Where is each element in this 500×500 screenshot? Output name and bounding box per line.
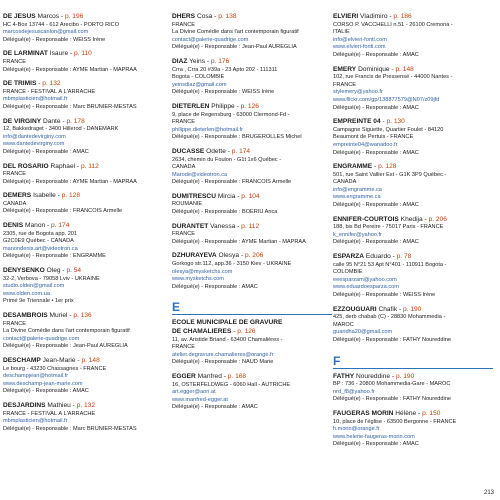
entry-link[interactable]: www.flickr.com/gp/138877579@N07/z09jfd xyxy=(333,96,440,103)
entry-name-line: DE JESUS Marcos - p. 196 xyxy=(3,13,84,20)
entry-name-line: EGGER Manfred - p. 168 xyxy=(172,372,247,380)
entry-link[interactable]: www.elvieri-fonti.com xyxy=(333,44,386,51)
directory-entry xyxy=(3,163,171,187)
entry-page-ref: p. 110 xyxy=(73,50,92,58)
entry-first-name: Manfred xyxy=(197,372,222,380)
entry-detail-line: Délégué(e) - Responsable : AMAC xyxy=(333,149,419,156)
entry-first-name: Khedija xyxy=(400,215,423,223)
entry-page-ref: p. 112 xyxy=(241,222,259,230)
entry-name-line: DENIS Manon - p. 174 xyxy=(3,222,70,230)
column-1 xyxy=(3,13,171,439)
entry-link[interactable]: nrd_f8@yahoo.fr xyxy=(333,388,375,395)
entry-name-line: FATHY Noureddine - p. 190 xyxy=(333,372,415,380)
entry-detail-line: 10, place de l'église - 63500 Bergonne - FRANCE xyxy=(333,418,457,425)
entry-name-line: EZZOUGUARI Chafik - p. 190 xyxy=(333,305,422,313)
entry-link[interactable]: art.egger@aon.at xyxy=(172,389,216,396)
entry-page-ref: p. 206 xyxy=(428,215,447,223)
directory-entry xyxy=(3,267,171,306)
entry-detail-line: Délégué(e) - Responsable : AMAC xyxy=(3,148,89,155)
entry-detail-line: Beaumont de Pertuis - FRANCE xyxy=(333,134,414,141)
entry-link[interactable]: www.engramme.ca xyxy=(333,194,381,201)
directory-entry xyxy=(333,216,498,247)
entry-first-name: Philippe xyxy=(211,102,235,110)
entry-detail-line: ROUMANIE xyxy=(172,201,203,208)
entry-detail-line: Gorkogo str.112, app.36 - 3150 Kiev - UKRAINE xyxy=(172,261,292,268)
entry-page-ref: p. 190 xyxy=(395,372,415,380)
entry-detail-line: Délégué(e) - Responsable : Marc BRUNIER-MESTAS xyxy=(3,103,137,110)
entry-detail-line: FRANCE xyxy=(3,320,26,327)
section-divider xyxy=(333,368,493,369)
entry-surname: EZZOUGUARI xyxy=(333,305,377,313)
directory-entry xyxy=(333,253,498,300)
column-2 xyxy=(172,13,340,418)
entry-detail-line: Délégué(e) - Responsable : WEISS Irène xyxy=(3,36,106,43)
section-letter-heading: E xyxy=(172,300,181,315)
entry-surname: EGGER xyxy=(172,372,196,380)
entry-detail-line: Délégué(e) - Responsable : AMAC xyxy=(172,283,258,290)
entry-link[interactable]: www.mysketchs.com xyxy=(172,276,224,283)
entry-detail-line: Délégué(e) - Responsable : AMAC xyxy=(333,51,419,58)
entry-first-name: Jean-Marie xyxy=(42,356,76,364)
entry-detail-line: 11, av. Aristide Briand - 63400 Chamalières - xyxy=(172,336,283,343)
entry-page-ref: p. 78 xyxy=(396,253,412,261)
entry-surname: DESCHAMP xyxy=(3,356,41,364)
entry-name-line: DE TRIMIS - p. 132 xyxy=(3,80,61,88)
directory-entry xyxy=(333,410,498,449)
entry-surname: DE TRIMIS xyxy=(3,80,37,88)
directory-entry xyxy=(3,118,171,157)
entry-link[interactable]: deschampjean@hotmail.fr xyxy=(3,373,69,380)
entry-detail-line: CANADA xyxy=(172,164,196,171)
entry-page-ref: p. 178 xyxy=(66,117,85,125)
entry-surname: DESAMBROIS xyxy=(3,312,48,319)
entry-link[interactable]: olesya@mysketchs.com xyxy=(172,268,233,275)
entry-detail-line: Primé 9e Triennale • 1er prix xyxy=(3,298,74,305)
directory-entry xyxy=(172,148,340,187)
entry-detail-line: FRANCE xyxy=(333,81,356,88)
entry-detail-line: 2305, rue de Bogota app. 201 xyxy=(3,230,78,237)
entry-first-name: Eduardo xyxy=(365,253,391,261)
entry-page-ref: p. 126 xyxy=(237,328,256,335)
directory-entry xyxy=(333,66,498,113)
entry-page-ref: p. 132 xyxy=(76,401,96,409)
directory-entry xyxy=(3,222,171,261)
entry-name-line: ESPARZA Eduardo - p. 78 xyxy=(333,253,412,261)
entry-first-name: Dominique xyxy=(358,65,390,73)
directory-entry xyxy=(333,373,498,404)
entry-first-name: Chafik xyxy=(378,305,398,313)
entry-first-name: Mircia xyxy=(217,192,236,200)
section-letter-heading: F xyxy=(333,353,341,368)
directory-entry xyxy=(3,192,171,216)
entry-detail-line: Délégué(e) - Responsable : BOERIU Anca xyxy=(172,209,278,216)
entry-surname: ESPARZA xyxy=(333,253,365,261)
entry-detail-line: CANADA xyxy=(333,179,357,186)
entry-detail-line: La Divine Comédie dans l'art contemporain figuratif xyxy=(3,328,130,335)
entry-link[interactable]: info@dantedevirginy.com xyxy=(3,133,66,140)
entry-link[interactable]: yeinsdiaz@gmail.com xyxy=(172,81,227,88)
entry-name-line-2: DE CHAMALIÈRES - p. 126 xyxy=(172,328,256,335)
page-number: 213 xyxy=(483,490,494,496)
entry-link[interactable]: www.manfred-egger.at xyxy=(172,396,228,403)
entry-detail-line: Délégué(e) - Responsable : WEISS Irène xyxy=(333,292,436,298)
entry-page-ref: p. 128 xyxy=(61,192,81,200)
entry-first-name: Marcos xyxy=(37,13,60,20)
entry-first-name: Yeins xyxy=(189,57,205,65)
entry-detail-line: Délégué(e) - Responsable : AYME Martian - MAPRAA xyxy=(172,238,306,245)
entry-detail-line: Délégué(e) - Responsable : FRANCOIS Armelle xyxy=(172,179,292,186)
entry-link[interactable]: www.helene-faugeras-morin.com xyxy=(333,433,415,440)
entry-page-ref: p. 132 xyxy=(42,80,61,88)
entry-link[interactable]: manondenis.art@videotron.ca xyxy=(3,245,78,252)
entry-link[interactable]: marcosdejesuscanlon@gmail.com xyxy=(3,29,89,36)
entry-detail-line: Délégué(e) - Responsable : ENGRAMME xyxy=(3,253,106,260)
entry-surname: DZHURAYEVA xyxy=(172,252,217,260)
entry-page-ref: p. 206 xyxy=(244,252,264,260)
entry-name-line: DZHURAYEVA Olesya - p. 206 xyxy=(172,252,264,260)
entry-first-name: Dante xyxy=(42,117,61,125)
entry-first-name: Muriel xyxy=(49,312,68,319)
entry-link[interactable]: h.morin@orange.fr xyxy=(333,426,380,433)
entry-surname: DE LARMINAT xyxy=(3,50,48,58)
entry-page-ref: p. 128 xyxy=(378,163,397,171)
directory-entry xyxy=(333,306,498,345)
entry-link[interactable]: atelier.degravure.chamalieres@orange.fr xyxy=(172,351,274,358)
directory-entry xyxy=(3,50,171,74)
entry-detail-line: Délégué(e) - Responsable : BRUGEROLLES Michel xyxy=(172,134,302,141)
entry-link[interactable]: www.dantedevirginy.com xyxy=(3,141,65,148)
entry-detail-line: Délégué(e) - Responsable : AMAC xyxy=(333,239,419,246)
entry-link[interactable]: www.deschamp-jean-marie.com xyxy=(3,380,83,387)
entry-detail-line: Délégué(e) - Responsable : AMAC xyxy=(333,441,419,448)
entry-detail-line: Délégué(e) - Responsable : FATHY Noureddine xyxy=(333,396,451,403)
entry-link[interactable]: eeesparzam@yahoo.com xyxy=(333,276,397,283)
entry-detail-line: 2634, chemin du Foulon - G1t 1x6 Québec - xyxy=(172,156,282,163)
entry-link[interactable]: contact@galerie-quadrige.com xyxy=(172,36,249,43)
entry-surname: DEL ROSARIO xyxy=(3,162,49,170)
entry-page-ref: p. 138 xyxy=(218,13,237,20)
entry-surname: ÉCOLE MUNICIPALE DE GRAVURE xyxy=(172,319,283,327)
entry-detail-line: Délégué(e) - Responsable : FRANCOIS Armelle xyxy=(3,208,123,215)
entry-name-line: DE LARMINAT Isaure - p. 110 xyxy=(3,50,92,58)
entry-surname: DENYSENKO xyxy=(3,267,45,275)
entry-detail-line: Délégué(e) - Responsable : NAUD Marie xyxy=(172,359,274,366)
directory-entry xyxy=(172,193,340,217)
entry-first-name: Oleg xyxy=(46,267,61,275)
entry-page-ref: p. 130 xyxy=(386,118,405,126)
entry-first-name: Isaure xyxy=(49,50,69,58)
directory-entry xyxy=(172,319,340,367)
entry-link[interactable]: studio.olden@gmail.com xyxy=(3,283,65,290)
entry-surname: DESJARDINS xyxy=(3,401,46,409)
entry-link[interactable]: contact@galerie-quadrige.com xyxy=(3,335,80,342)
entry-surname: EMPREINTE 04 xyxy=(333,118,381,126)
entry-name-line: DIETERLEN Philippe - p. 126 xyxy=(172,102,259,110)
entry-detail-line: Le bourg - 43230 Chassagnes - FRANCE xyxy=(3,365,107,372)
entry-link[interactable]: www.olden.com.ua xyxy=(3,290,50,297)
entry-link[interactable]: philippe.dieterlen@hotmail.fr xyxy=(172,126,243,133)
entry-detail-line: calle 95 N°21 53 Apt N°401 - 110911 Bogota - xyxy=(333,261,447,268)
entry-page-ref: p. 104 xyxy=(241,192,260,200)
directory-entry xyxy=(3,357,171,396)
directory-entry xyxy=(172,373,340,412)
directory-entry xyxy=(172,13,340,52)
column-3 xyxy=(333,13,498,455)
entry-detail-line: 12, Bakkedraget - 3400 Hillerod - DANEMARK xyxy=(3,126,119,133)
entry-name-line: ENNIFER-COURTOIS Khedija - p. 206 xyxy=(333,215,447,223)
entry-detail-line: Campagne Siguette, Quartier Foulet - 84120 xyxy=(333,126,444,133)
entry-name-line: FAUGERAS MORIN Hélène - p. 150 xyxy=(333,409,441,417)
entry-detail-line: FRANCE xyxy=(172,21,195,28)
entry-link[interactable]: www.eduardoesparza.com xyxy=(333,284,399,291)
entry-surname: DE JESUS xyxy=(3,13,36,20)
entry-detail-line: Délégué(e) - Responsable : FATHY Noureddine xyxy=(333,336,451,343)
entry-surname: DUMITRESCU xyxy=(172,192,216,200)
entry-surname: DIAZ xyxy=(172,57,188,65)
entry-detail-line: 501, rue Saint Vallier Est - G1K 3P9 Québec - xyxy=(333,171,447,178)
entry-surname: EMERY xyxy=(333,65,357,73)
entry-page-ref: p. 112 xyxy=(80,162,99,170)
entry-surname: DURANTET xyxy=(172,222,209,230)
entry-page-ref: p. 174 xyxy=(51,222,70,230)
entry-detail-line: Délégué(e) - Responsable : AMAC xyxy=(172,404,258,411)
entry-name-line: DURANTET Vanessa - p. 112 xyxy=(172,222,259,230)
entry-first-name: Vanessa xyxy=(210,222,236,230)
entry-surname: ELVIERI xyxy=(333,13,359,20)
entry-detail-line: 32-2, Verbova - 79058 Lviv - UKRAINE xyxy=(3,275,100,282)
entry-detail-line: Délégué(e) - Responsable : Jean-Paul AUREGLIA xyxy=(3,343,128,350)
entry-page-ref: p. 168 xyxy=(227,372,247,380)
entry-name-line: DENYSENKO Oleg - p. 54 xyxy=(3,267,82,275)
entry-detail-line: Délégué(e) - Responsable : Jean-Paul AUREGLIA xyxy=(172,44,297,51)
entry-first-name: Isabelle xyxy=(33,192,56,200)
entry-detail-line: Délégué(e) - Responsable : Marc BRUNIER-MESTAS xyxy=(3,425,137,432)
entry-detail-line: G2C0E9 Québec - CANADA xyxy=(3,238,74,245)
entry-page-ref: p. 174 xyxy=(231,147,251,155)
entry-surname: DIETERLEN xyxy=(172,102,210,110)
entry-page-ref: p. 176 xyxy=(210,57,230,65)
entry-first-name: Vladimiro xyxy=(360,13,388,20)
entry-detail-line: 102, rue Francis de Pressensé - 44000 Nantes - xyxy=(333,74,453,81)
entry-detail-line: FRANCE - FESTIVAL À L'ARRACHE xyxy=(3,88,96,95)
entry-link[interactable]: empreinte04@wanadoo.fr xyxy=(333,141,398,148)
entry-link[interactable]: Marode@videotron.ca xyxy=(172,171,228,178)
entry-name-line: ELVIERI Vladimiro - p. 186 xyxy=(333,13,412,20)
entry-surname: DHERS xyxy=(172,13,196,20)
entry-name-line: DESCHAMP Jean-Marie - p. 148 xyxy=(3,356,100,364)
entry-name-line: DUCASSE Odette - p. 174 xyxy=(172,147,251,155)
directory-entry xyxy=(172,103,340,142)
entry-first-name: Hélène xyxy=(395,409,417,417)
entry-name-line: DEMERS Isabelle - p. 128 xyxy=(3,192,81,200)
entry-name-line: DESJARDINS Mathieu - p. 132 xyxy=(3,401,96,409)
directory-entry xyxy=(172,58,340,97)
entry-detail-line: Délégué(e) - Responsable : AMAC xyxy=(333,202,419,209)
entry-first-name: Olesya xyxy=(218,252,240,260)
entry-page-ref: p. 150 xyxy=(422,409,441,417)
entry-detail-line: Délégué(e) - Responsable : WEISS Irène xyxy=(172,89,275,96)
entry-link[interactable]: guaridha20@gmail.com xyxy=(333,329,393,336)
directory-entry xyxy=(172,252,340,291)
entry-detail-line: FRANCE xyxy=(3,58,26,65)
entry-detail-line: 425, derb chabab (C) - 28830 Mohammedia - xyxy=(333,314,446,321)
entry-detail-line: ITALIE xyxy=(333,29,350,36)
entry-link[interactable]: mbmplasticien@hotmail.fr xyxy=(3,418,68,425)
directory-entry xyxy=(333,13,498,60)
entry-link[interactable]: info@engramme.ca xyxy=(333,186,382,193)
directory-entry xyxy=(3,13,171,44)
entry-surname: ENGRAMME xyxy=(333,163,373,171)
entry-name-line xyxy=(172,319,340,328)
entry-detail-line: Délégué(e) - Responsable : AYME Martian - MAPRAA xyxy=(3,178,137,185)
entry-page-ref: p. 196 xyxy=(64,13,84,20)
entry-link[interactable]: mbmplasticien@hotmail.fr xyxy=(3,96,68,103)
entry-detail-line: FRANCE xyxy=(3,171,26,178)
entry-link[interactable]: k_ennifer@yahoo.fr xyxy=(333,231,382,238)
entry-name-line: ENGRAMME - p. 128 xyxy=(333,163,397,171)
directory-entry xyxy=(172,223,340,247)
entry-detail-line: COLOMBIE xyxy=(333,269,363,276)
entry-page-ref: p. 136 xyxy=(73,312,92,319)
entry-surname: ENNIFER-COURTOIS xyxy=(333,215,399,223)
entry-surname-continued: DE CHAMALIÈRES xyxy=(172,328,232,335)
entry-surname: DEMERS xyxy=(3,192,32,200)
entry-detail-line: Délégué(e) - Responsable : AMAC xyxy=(3,388,89,395)
entry-detail-line: FRANCE xyxy=(172,344,195,351)
entry-detail-line: Délégué(e) - Responsable : AYME Martian - MAPRAA xyxy=(3,66,137,73)
entry-detail-line: FRANCE - FESTIVAL À L'ARRACHE xyxy=(3,410,96,417)
entry-first-name: Noureddine xyxy=(355,372,391,380)
entry-first-name: Mathieu xyxy=(47,401,71,409)
entry-detail-line: 16, OSTERFELDWEG - 6060 Hall - AUTRICHE xyxy=(172,381,291,388)
entry-name-line: DESAMBROIS Muriel - p. 136 xyxy=(3,312,92,319)
entry-detail-line: Bogota - COLOMBIE xyxy=(172,74,225,81)
entry-first-name: Cosa xyxy=(196,13,213,20)
entry-surname: FATHY xyxy=(333,372,355,380)
entry-name-line: DIAZ Yeins - p. 176 xyxy=(172,57,230,65)
entry-page-ref: p. 126 xyxy=(240,102,259,110)
entry-page-ref: p. 148 xyxy=(81,356,100,364)
entry-name-line: DUMITRESCU Mircia - p. 104 xyxy=(172,192,260,200)
entry-detail-line: Crra , Crra 20 #39a - 23 Apto 202 - 111311 xyxy=(172,66,278,73)
entry-page-ref: p. 190 xyxy=(403,305,422,313)
entry-detail-line: CANADA xyxy=(3,200,27,207)
entry-name-line: DE VIRGINY Dante - p. 178 xyxy=(3,117,85,125)
entry-first-name: Odette xyxy=(206,147,226,155)
entry-detail-line: 9, place de Regensburg - 63000 Clermond-Fd - xyxy=(172,111,290,118)
entry-name-line: EMERY Dominique - p. 148 xyxy=(333,65,414,73)
section-divider xyxy=(172,314,332,315)
entry-detail-line: Délégué(e) - Responsable : AMAC xyxy=(333,104,419,111)
entry-detail-line: MAROC xyxy=(333,321,354,328)
entry-surname: DE VIRGINY xyxy=(3,117,42,125)
entry-detail-line: HC 4-Box 13744 - 612 Arecibo - PORTO RICO xyxy=(3,21,120,28)
entry-page-ref: p. 54 xyxy=(66,267,82,275)
directory-entry xyxy=(3,312,171,351)
entry-detail-line: 188, bis Bd Pereire - 75017 Paris - FRANCE xyxy=(333,224,444,231)
entry-name-line: DEL ROSARIO Raphael - p. 112 xyxy=(3,162,99,170)
entry-name-line: DHERS Cosa - p. 138 xyxy=(172,13,237,20)
directory-entry xyxy=(333,118,498,157)
directory-entry xyxy=(3,80,171,111)
entry-surname: DUCASSE xyxy=(172,147,205,155)
directory-entry xyxy=(3,402,171,433)
entry-link[interactable]: stylemery@yahoo.fr xyxy=(333,89,383,96)
directory-entry xyxy=(333,163,498,210)
entry-surname: DENIS xyxy=(3,222,24,230)
entry-name-line: EMPREINTE 04 - p. 130 xyxy=(333,118,405,126)
entry-page-ref: p. 148 xyxy=(395,65,414,73)
entry-detail-line: FRANCE xyxy=(172,231,195,238)
entry-detail-line: BP : 736 - 20800 Mohammedia-Gare - MAROC xyxy=(333,381,451,388)
entry-page-ref: p. 186 xyxy=(393,13,412,20)
entry-detail-line: La Divine Comédie dans l'art contemporain figuratif xyxy=(172,29,299,36)
entry-surname: FAUGERAS MORIN xyxy=(333,409,394,417)
entry-first-name: Manon xyxy=(25,222,46,230)
entry-first-name: Raphael xyxy=(50,162,76,170)
entry-detail-line: FRANCE xyxy=(172,119,195,126)
entry-detail-line: CORSO P. VACCHELLI n.51 - 26100 Cremona - xyxy=(333,21,453,28)
entry-link[interactable]: info@elvieri-fonti.com xyxy=(333,36,387,43)
